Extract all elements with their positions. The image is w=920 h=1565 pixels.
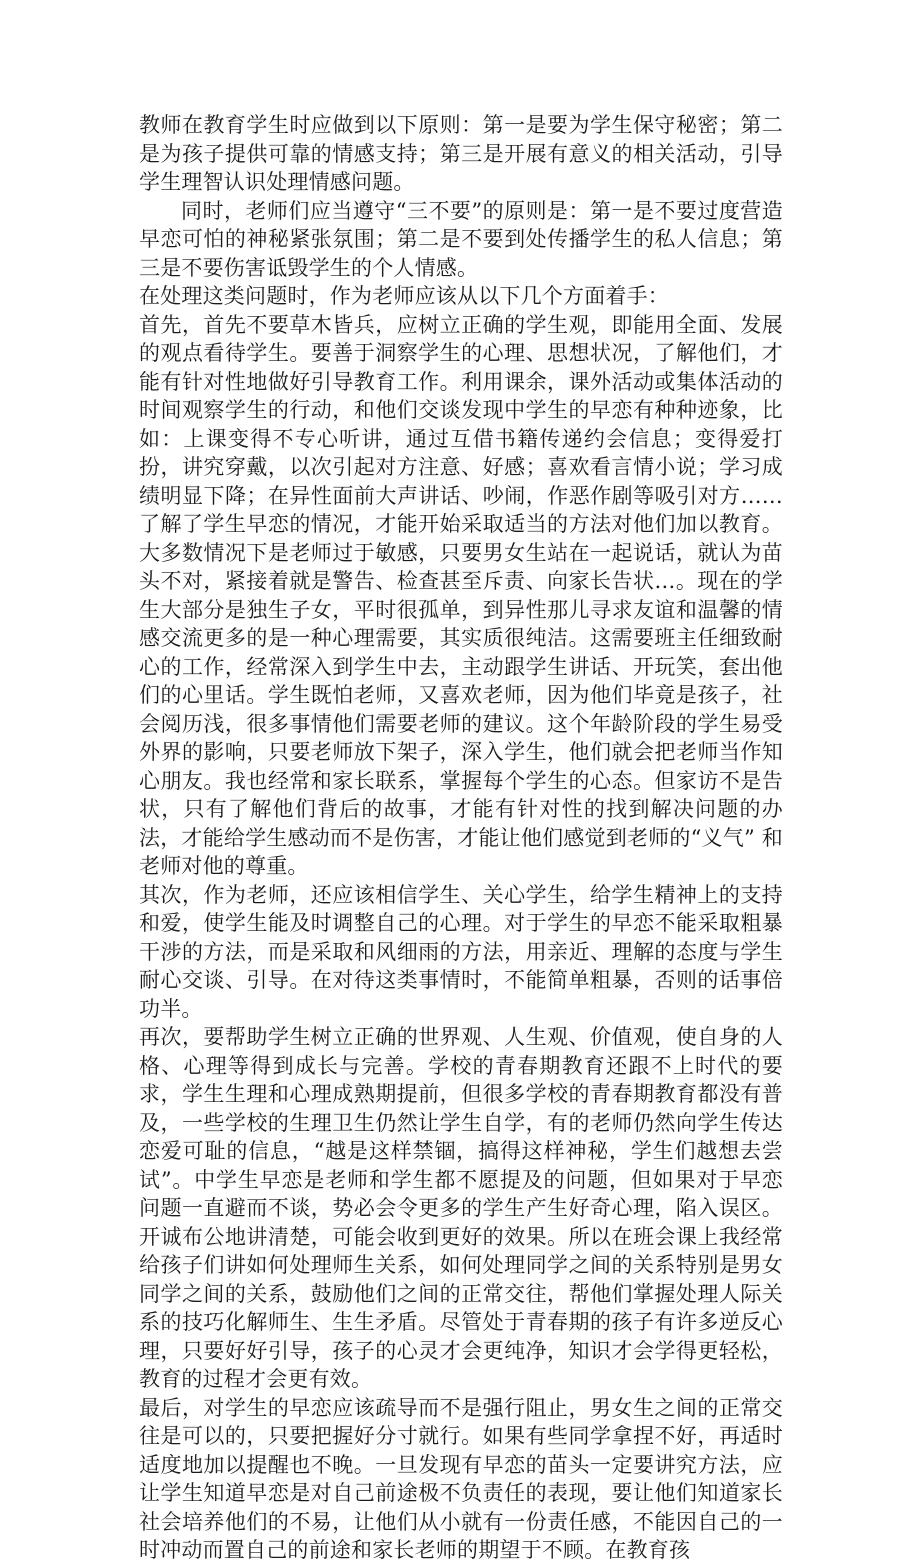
paragraph-first: 首先，首先不要草木皆兵，应树立正确的学生观，即能用全面、发展的观点看待学生。要善于洞察学生的心理、思想状况，了解他们，才能有针对性地做好引导教育工作。利用课余，课外活动或集体活动的时间观察学生的行动，和他们交谈发现中学生的早恋有种种迹象，比如：上课变得不专心听讲，通过互借书籍传递约会信息；变得爱打扮，讲究穿戴，以次引起对方注意、好感；喜欢看言情小说；学习成绩明显下降；在异性面前大声讲话、吵闹，作恶作剧等吸引对方……了解了学生早恋的情况，才能开始采取适当的方法对他们加以教育。大多数情况下是老师过于敏感，只要男女生站在一起说话，就认为苗头不对，紧接着就是警告、检查甚至斥责、向家长告状…。现在的学生大部分是独生子女，平时很孤单，到异性那儿寻求友谊和温馨的情感交流更多的是一种心理需要，其实质很纯洁。这需要班主任细致耐心的工作，经常深入到学生中去，主动跟学生讲话、开玩笑，套出他们的心里话。学生既怕老师，又喜欢老师，因为他们毕竟是孩子，社会阅历浅，很多事情他们需要老师的建议。这个年龄阶段的学生易受外界的影响，只要老师放下架子，深入学生，他们就会把老师当作知心朋友。我也经常和家长联系，掌握每个学生的心态。但家访不是告状，只有了解他们背后的故事，才能有针对性的找到解决问题的办法，才能给学生感动而不是伤害，才能让他们感觉到老师的“义气” 和老师对他的尊重。 [139,312,783,878]
paragraph-principles: 教师在教育学生时应做到以下原则：第一是要为学生保守秘密；第二是为孩子提供可靠的情感支持；第三是开展有意义的相关活动，引导学生理智认识处理情感问题。 [139,113,783,194]
document-body [139,111,783,1565]
paragraph-three-donts: 同时，老师们应当遵守“三不要”的原则是：第一是不要过度营造早恋可怕的神秘紧张氛围；第二是不要到处传播学生的私人信息；第三是不要伤害诋毁学生的个人情感。 [139,198,783,280]
paragraph-third: 再次，要帮助学生树立正确的世界观、人生观、价值观，使自身的人格、心理等得到成长与完善。学校的青春期教育还跟不上时代的要求，学生生理和心理成熟期提前，但很多学校的青春期教育都没有普及，一些学校的生理卫生仍然让学生自学，有的老师仍然向学生传达恋爱可耻的信息，“越是这样禁锢，搞得这样神秘，学生们越想去尝试”。中学生早恋是老师和学生都不愿提及的问题，但如果对于早恋问题一直避而不谈，势必会令更多的学生产生好奇心理，陷入误区。开诚布公地讲清楚，可能会收到更好的效果。所以在班会课上我经常给孩子们讲如何处理师生关系，如何处理同学之间的关系特别是男女同学之间的关系，鼓励他们之间的正常交往，帮他们掌握处理人际关系的技巧化解师生、生生矛盾。尽管处于青春期的孩子有许多逆反心理，只要好好引导，孩子的心灵才会更纯净，知识才会学得更轻松，教育的过程才会更有效。 [139,1025,783,1391]
paragraph-last: 最后，对学生的早恋应该疏导而不是强行阻止，男女生之间的正常交往是可以的，只要把握好分寸就行。如果有些同学拿捏不好，再适时适度地加以提醒也不晚。一旦发现有早恋的苗头一定要讲究方法，应让学生知道早恋是对自己前途极不负责任的表现，要让他们知道家长社会培养他们的不易，让他们从小就有一份责任感，不能因自己的一时冲动而置自己的前途和家长老师的期望于不顾。在教育孩 [139,1395,783,1562]
paragraph-second: 其次，作为老师，还应该相信学生、关心学生，给学生精神上的支持和爱，使学生能及时调整自己的心理。对于学生的早恋不能采取粗暴干涉的方法，而是采取和风细雨的方法，用亲近、理解的态度与学生耐心交谈、引导。在对待这类事情时，不能简单粗暴，否则的话事倍功半。 [139,882,783,1021]
paragraph-approach-intro: 在处理这类问题时，作为老师应该从以下几个方面着手： [139,284,669,308]
